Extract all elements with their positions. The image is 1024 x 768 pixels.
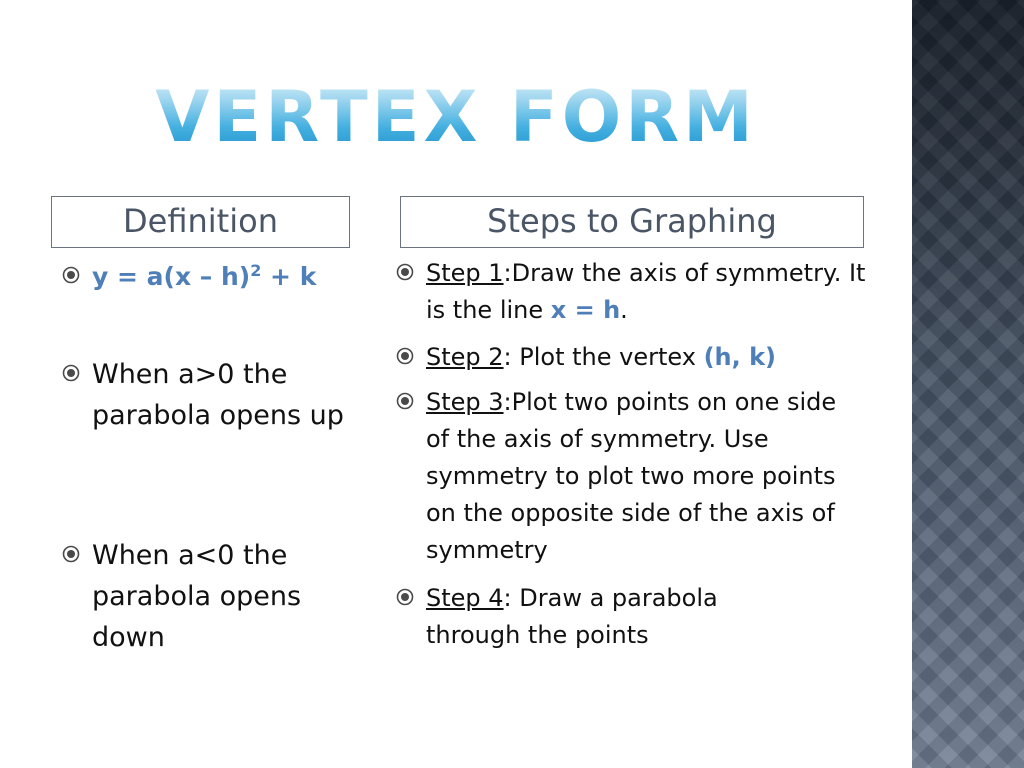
opens-up-text: When a>0 the parabola opens up bbox=[92, 359, 344, 431]
step-item bbox=[396, 384, 866, 569]
definition-header: Definition bbox=[51, 196, 350, 248]
circled-dot-icon bbox=[62, 266, 80, 284]
definition-bullet-formula bbox=[62, 256, 352, 297]
step-text: Step 2: Plot the vertex (h, k) bbox=[426, 343, 777, 371]
opens-down-text: When a<0 the parabola opens down bbox=[92, 540, 302, 653]
vertex-form-formula: y = a(x – h)$^2$ + k bbox=[92, 261, 317, 291]
step-label: Step 1 bbox=[426, 259, 504, 287]
step-text: Step 1:Draw the axis of symmetry. It is the line x = h. bbox=[426, 259, 866, 324]
definition-bullet-opens-up bbox=[62, 354, 352, 436]
circled-dot-icon bbox=[62, 545, 80, 563]
circled-dot-icon bbox=[396, 392, 414, 410]
circled-dot-icon bbox=[396, 263, 414, 281]
step-text: Step 3:Plot two points on one side of the axis of symmetry. Use symmetry to plot two more points on the opposite side of the axis of symmetry bbox=[426, 388, 837, 564]
decorative-side-bar bbox=[912, 0, 1024, 768]
step-label: Step 2 bbox=[426, 343, 504, 371]
steps-header: Steps to Graphing bbox=[400, 196, 864, 248]
step-item bbox=[396, 580, 866, 654]
circled-dot-icon bbox=[62, 364, 80, 382]
slide-title: VERTEX FORM bbox=[0, 72, 912, 162]
step-item bbox=[396, 255, 866, 329]
step-text: Step 4: Draw a parabola through the points bbox=[426, 584, 718, 649]
step-item bbox=[396, 339, 866, 376]
circled-dot-icon bbox=[396, 588, 414, 606]
circled-dot-icon bbox=[396, 347, 414, 365]
step-highlight: (h, k) bbox=[703, 343, 777, 371]
definition-bullet-opens-down bbox=[62, 535, 352, 658]
step-label: Step 3 bbox=[426, 388, 504, 416]
step-highlight: x = h bbox=[550, 296, 621, 324]
step-label: Step 4 bbox=[426, 584, 504, 612]
